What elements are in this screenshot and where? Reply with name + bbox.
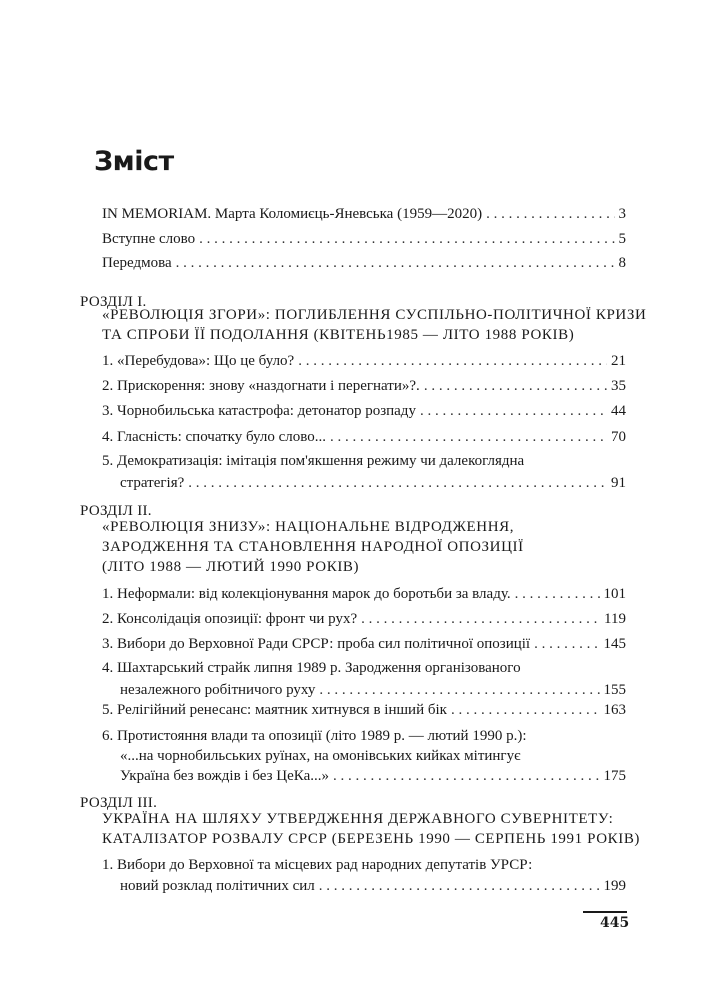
section-title-line: «РЕВОЛЮЦІЯ ЗНИЗУ»: НАЦІОНАЛЬНЕ ВІДРОДЖЕННЯ, (102, 519, 515, 535)
toc-entry-page: 175 (603, 768, 626, 784)
leader-dots (361, 608, 600, 630)
leader-dots (515, 583, 600, 605)
toc-entry[interactable] (102, 726, 626, 786)
toc-entry-label-cont: Україна без вождів і без ЦеКа...» (120, 768, 329, 784)
toc-entry-label: IN MEMORIAM. Марта Коломиєць-Яневська (1959—2020) (102, 206, 483, 222)
toc-entry-intro[interactable] (102, 228, 626, 250)
leader-dots (451, 699, 600, 721)
leader-dots (176, 252, 615, 274)
toc-entry-label: 2. Прискорення: знову «наздогнати і перегнати»?. (102, 378, 420, 394)
section-2-title (102, 517, 524, 577)
toc-entry-page: 70 (611, 429, 626, 445)
toc-entry-page: 101 (603, 586, 626, 602)
leader-dots (298, 350, 607, 372)
section-1-title (102, 305, 646, 345)
toc-entry[interactable] (102, 400, 626, 422)
section-title-line: «РЕВОЛЮЦІЯ ЗГОРИ»: ПОГЛИБЛЕННЯ СУСПІЛЬНО-ПОЛІТИЧНОЇ КРИЗИ (102, 307, 647, 323)
toc-entry-page: 163 (603, 702, 626, 718)
section-2-heading: РОЗДІЛ ІІ. (80, 503, 152, 519)
section-1-heading: РОЗДІЛ І. (80, 294, 147, 310)
toc-entry-in-memoriam[interactable] (102, 203, 626, 225)
toc-entry-label: 3. Вибори до Верховної Ради СРСР: проба сил політичної опозиції (102, 636, 531, 652)
toc-entry-label-cont: «...на чорнобильських руїнах, на омонівських кийках мітингує (120, 748, 521, 764)
toc-entry-label: 5. Демократизація: імітація пом'якшення режиму чи далекоглядна (102, 453, 525, 469)
leader-dots (199, 228, 614, 250)
section-3-heading: РОЗДІЛ ІІІ. (80, 795, 158, 811)
leader-dots (319, 679, 599, 701)
toc-entry-page: 91 (611, 475, 626, 491)
toc-entry[interactable] (102, 633, 626, 655)
toc-entry[interactable] (102, 657, 626, 701)
leader-dots (333, 766, 600, 786)
toc-entry-preface[interactable] (102, 252, 626, 274)
toc-entry-label: 4. Шахтарський страйк липня 1989 р. Зародження організованого (102, 660, 521, 676)
toc-entry-page: 3 (618, 206, 626, 222)
toc-entry[interactable] (102, 583, 626, 605)
toc-entry-page: 21 (611, 353, 626, 369)
toc-entry-page: 119 (604, 611, 626, 627)
folio-rule (583, 911, 627, 913)
page-number: 445 (600, 915, 630, 931)
toc-entry-page: 199 (603, 878, 626, 894)
leader-dots (330, 426, 607, 448)
toc-entry-label: 2. Консолідація опозиції: фронт чи рух? (102, 611, 358, 627)
toc-entry[interactable] (102, 608, 626, 630)
leader-dots (188, 472, 607, 494)
toc-entry[interactable] (102, 450, 626, 494)
toc-entry-page: 5 (618, 231, 626, 247)
toc-entry-page: 8 (618, 255, 626, 271)
toc-entry-label: Вступне слово (102, 231, 196, 247)
toc-entry-label: 1. Неформали: від колекціонування марок до боротьби за владу. (102, 586, 511, 602)
section-title-line: КАТАЛІЗАТОР РОЗВАЛУ СРСР (БЕРЕЗЕНЬ 1990 — СЕРПЕНЬ 1991 РОКІВ) (102, 831, 641, 847)
toc-entry-label-cont: стратегія? (120, 475, 185, 491)
toc-entry-page: 155 (603, 682, 626, 698)
toc-entry[interactable] (102, 350, 626, 372)
toc-entry-label-cont: новий розклад політичних сил (120, 878, 315, 894)
toc-entry-page: 145 (603, 636, 626, 652)
page-title: Зміст (94, 146, 174, 177)
toc-entry-label: 1. Вибори до Верховної та місцевих рад народних депутатів УРСР: (102, 857, 533, 873)
section-title-line: ТА СПРОБИ ЇЇ ПОДОЛАННЯ (КВІТЕНЬ1985 — ЛІТО 1988 РОКІВ) (102, 327, 575, 343)
toc-entry-label: 6. Протистояння влади та опозиції (літо 1989 р. — лютий 1990 р.): (102, 728, 527, 744)
toc-entry-page: 35 (611, 378, 626, 394)
toc-entry[interactable] (102, 426, 626, 448)
toc-entry[interactable] (102, 699, 626, 721)
toc-entry-label: 3. Чорнобильська катастрофа: детонатор розпаду (102, 403, 416, 419)
leader-dots (534, 633, 599, 655)
leader-dots (420, 400, 607, 422)
toc-entry-label: 4. Гласність: спочатку було слово... (102, 429, 327, 445)
leader-dots (319, 876, 600, 897)
toc-entry-page: 44 (611, 403, 626, 419)
leader-dots (424, 375, 607, 397)
toc-entry-label: 1. «Перебудова»: Що це було? (102, 353, 295, 369)
toc-entry-label-cont: незалежного робітничого руху (120, 682, 316, 698)
section-title-line: (ЛІТО 1988 — ЛЮТИЙ 1990 РОКІВ) (102, 559, 360, 575)
toc-entry-label: 5. Релігійний ренесанс: маятник хитнувся в інший бік (102, 702, 447, 718)
leader-dots (486, 203, 614, 225)
toc-entry-label: Передмова (102, 255, 172, 271)
toc-entry[interactable] (102, 375, 626, 397)
toc-entry[interactable] (102, 855, 626, 897)
section-3-title (102, 809, 640, 849)
section-title-line: ЗАРОДЖЕННЯ ТА СТАНОВЛЕННЯ НАРОДНОЇ ОПОЗИЦІЇ (102, 539, 524, 555)
section-title-line: УКРАЇНА НА ШЛЯХУ УТВЕРДЖЕННЯ ДЕРЖАВНОГО СУВЕРНІТЕТУ: (102, 811, 614, 827)
